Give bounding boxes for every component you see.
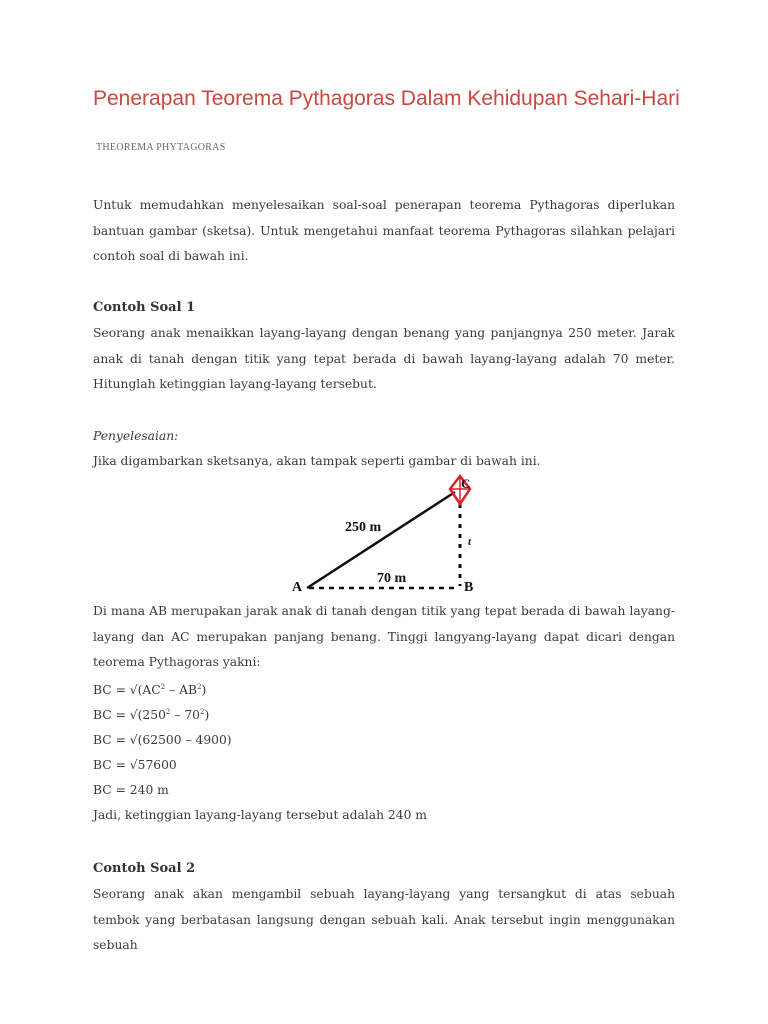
example1-heading: Contoh Soal 1 bbox=[93, 300, 196, 315]
page-title: Penerapan Teorema Pythagoras Dalam Kehidupan Sehari-Hari bbox=[93, 87, 680, 110]
category-label: THEOREMA PHYTAGORAS bbox=[96, 142, 226, 153]
sketch-intro: Jika digambarkan sketsanya, akan tampak seperti gambar di bawah ini. bbox=[93, 454, 541, 468]
label-hypotenuse: 250 m bbox=[345, 520, 382, 535]
step-4: BC = √57600 bbox=[93, 758, 177, 772]
triangle-figure bbox=[285, 472, 485, 597]
example1-problem: Seorang anak menaikkan layang-layang dengan benang yang panjangnya 250 meter. Jarak anak di tanah dengan titik yang tepat berada di bawah layang-layang adalah 70 meter. Hitunglah ketinggian layang-layang tersebut. bbox=[93, 326, 675, 391]
conclusion: Jadi, ketinggian layang-layang tersebut adalah 240 m bbox=[93, 808, 427, 822]
example2-problem: Seorang anak akan mengambil sebuah layang-layang yang tersangkut di atas sebuah tembok yang berbatasan langsung dengan sebuah kali. Anak tersebut ingin menggunakan sebuah bbox=[93, 887, 675, 952]
step-3: BC = √(62500 – 4900) bbox=[93, 733, 232, 747]
example2-heading: Contoh Soal 2 bbox=[93, 861, 196, 876]
label-a: A bbox=[292, 580, 303, 595]
solution-label: Penyelesaian: bbox=[93, 429, 179, 443]
intro-paragraph: Untuk memudahkan menyelesaikan soal-soal penerapan teorema Pythagoras diperlukan bantuan gambar (sketsa). Untuk mengetahui manfaat teorema Pythagoras silahkan pelajari contoh soal di bawah ini. bbox=[93, 198, 675, 263]
label-c: C bbox=[461, 476, 471, 491]
label-base: 70 m bbox=[377, 571, 407, 586]
step-5: BC = 240 m bbox=[93, 783, 169, 797]
step-2: BC = $√(250^2 - 70^2)$ bbox=[93, 708, 210, 722]
explanation-paragraph: Di mana AB merupakan jarak anak di tanah dengan titik yang tepat berada di bawah layang-layang dan AC merupakan panjang benang. Tinggi langyang-layang dapat dicari dengan teorema Pythagoras yakni: bbox=[93, 604, 675, 669]
label-b: B bbox=[464, 580, 474, 595]
label-height: t bbox=[468, 536, 472, 548]
step-1: BC = $√(AC^2 - AB^2)$ bbox=[93, 683, 207, 697]
